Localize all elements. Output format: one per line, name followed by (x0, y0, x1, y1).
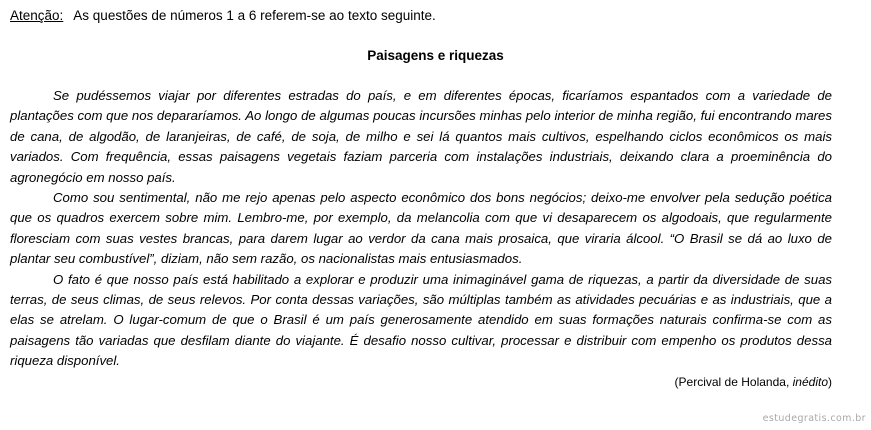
text-body (10, 86, 832, 372)
citation-status: inédito (792, 375, 828, 389)
citation-author: Percival de Holanda (678, 375, 786, 389)
citation-close-paren: ) (828, 375, 832, 389)
source-citation (675, 373, 832, 391)
paragraph-1: Se pudéssemos viajar por diferentes estradas do país, e em diferentes épocas, ficaríamos espantados com a variedade de plantações com que nos depararíamos. Ao longo de algumas poucas incursões minhas pelo interior de minha região, fui encontrando mares de cana, de algodão, de laranjeiras, de café, de soja, de milho e sei lá quantos mais cultivos, espelhando ciclos econômicos os mais variados. Com frequência, essas paisagens vegetais faziam parceria com instalações industriais, deixando clara a proeminência do agronegócio em nosso país. (10, 88, 832, 185)
instruction-text: As questões de números 1 a 6 referem-se ao texto seguinte. (73, 8, 436, 23)
paragraph-2: Como sou sentimental, não me rejo apenas pelo aspecto econômico dos bons negócios; deixo-me envolver pela sedução poética que os quadros exercem sobre mim. Lembro-me, por exemplo, da melancolia com que vi desaparecem os algodoais, que regularmente floresciam com suas vestes brancas, para darem lugar ao verdor da cana mais prosaica, que viraria álcool. “O Brasil se dá ao luxo de plantar seu combustível”, diziam, não sem razão, os nacionalistas mais entusiasmados. (10, 190, 832, 267)
text-title: Paisagens e riquezas (367, 48, 504, 63)
instruction-line (10, 7, 436, 25)
paragraph-3: O fato é que nosso país está habilitado a explorar e produzir uma inimaginável gama de riquezas, a partir da diversidade de suas terras, de seus climas, de seus relevos. Por conta dessas variações, são múltiplas também as atividades pecuárias e as industriais, que a elas se atrelam. O lugar-comum de que o Brasil é um país generosamente atendido em suas formações naturais confirma-se com as paisagens tão variadas que desfilam diante do viajante. É desafio nosso cultivar, processar e distribuir com empenho os produtos dessa riqueza disponível. (10, 271, 832, 369)
site-watermark: estudegratis.com.br (762, 413, 866, 424)
instruction-label: Atenção: (10, 8, 64, 23)
citation-separator: , (785, 375, 793, 389)
citation-open-paren: ( (674, 375, 679, 389)
